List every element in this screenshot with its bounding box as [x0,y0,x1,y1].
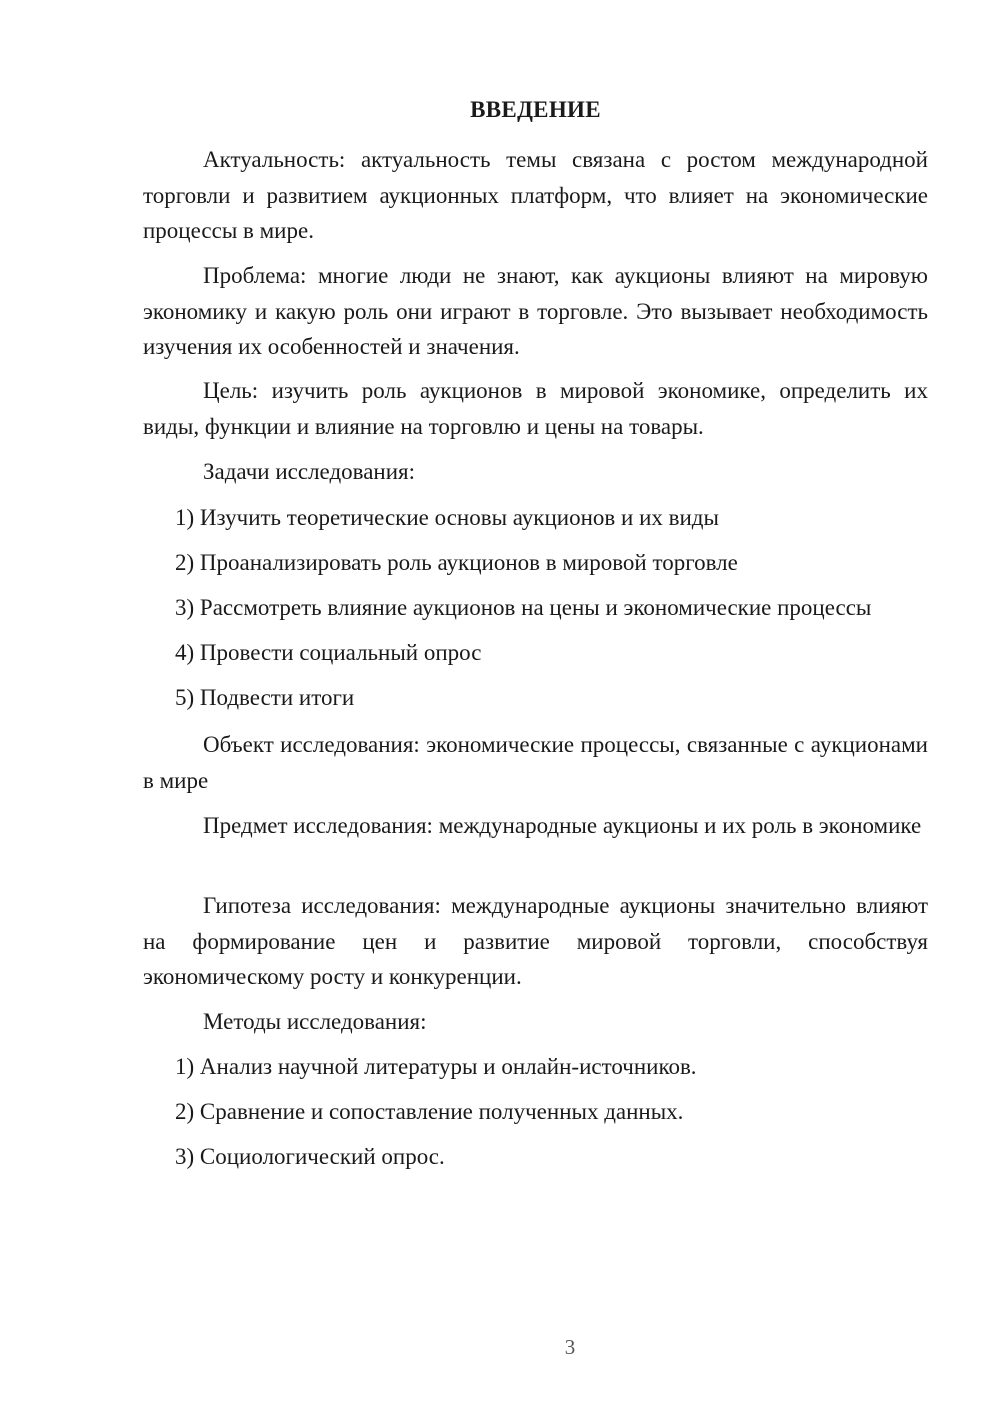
task-item-5: 5) Подвести итоги [175,685,355,710]
task-item-2: 2) Проанализировать роль аукционов в мировой торговле [175,550,738,575]
method-item-1: 1) Анализ научной литературы и онлайн-источников. [175,1054,697,1079]
object-paragraph: Объект исследования: экономические процессы, связанные с аукционами в мире [143,732,928,793]
problem-paragraph: Проблема: многие люди не знают, как аукционы влияют на мировую экономику и какую роль они играют в торговле. Это вызывает необходимость изучения их особенностей и значения. [143,263,928,359]
method-item-2: 2) Сравнение и сопоставление полученных данных. [175,1099,684,1124]
method-item-3: 3) Социологический опрос. [175,1144,445,1169]
methods-title: Методы исследования: [203,1009,427,1034]
subject-paragraph: Предмет исследования: международные аукционы и их роль в экономике [203,813,922,838]
tasks-title: Задачи исследования: [203,459,416,484]
relevance-paragraph: Актуальность: актуальность темы связана с ростом международной торговли и развитием аукционных платформ, что влияет на экономические процессы в мире. [143,147,928,243]
task-item-1: 1) Изучить теоретические основы аукционов и их виды [175,505,719,530]
goal-paragraph: Цель: изучить роль аукционов в мировой экономике, определить их виды, функции и влияние на торговлю и цены на товары. [143,378,928,439]
hypothesis-paragraph: Гипотеза исследования: международные аукционы значительно влияют на формирование цен и развитие мировой торговли, способствуя экономическому росту и конкуренции. [143,893,928,989]
page-number: 3 [564,1335,576,1359]
task-item-3: 3) Рассмотреть влияние аукционов на цены и экономические процессы [175,595,872,620]
task-item-4: 4) Провести социальный опрос [175,640,482,665]
page-title: ВВЕДЕНИЕ [470,97,601,122]
